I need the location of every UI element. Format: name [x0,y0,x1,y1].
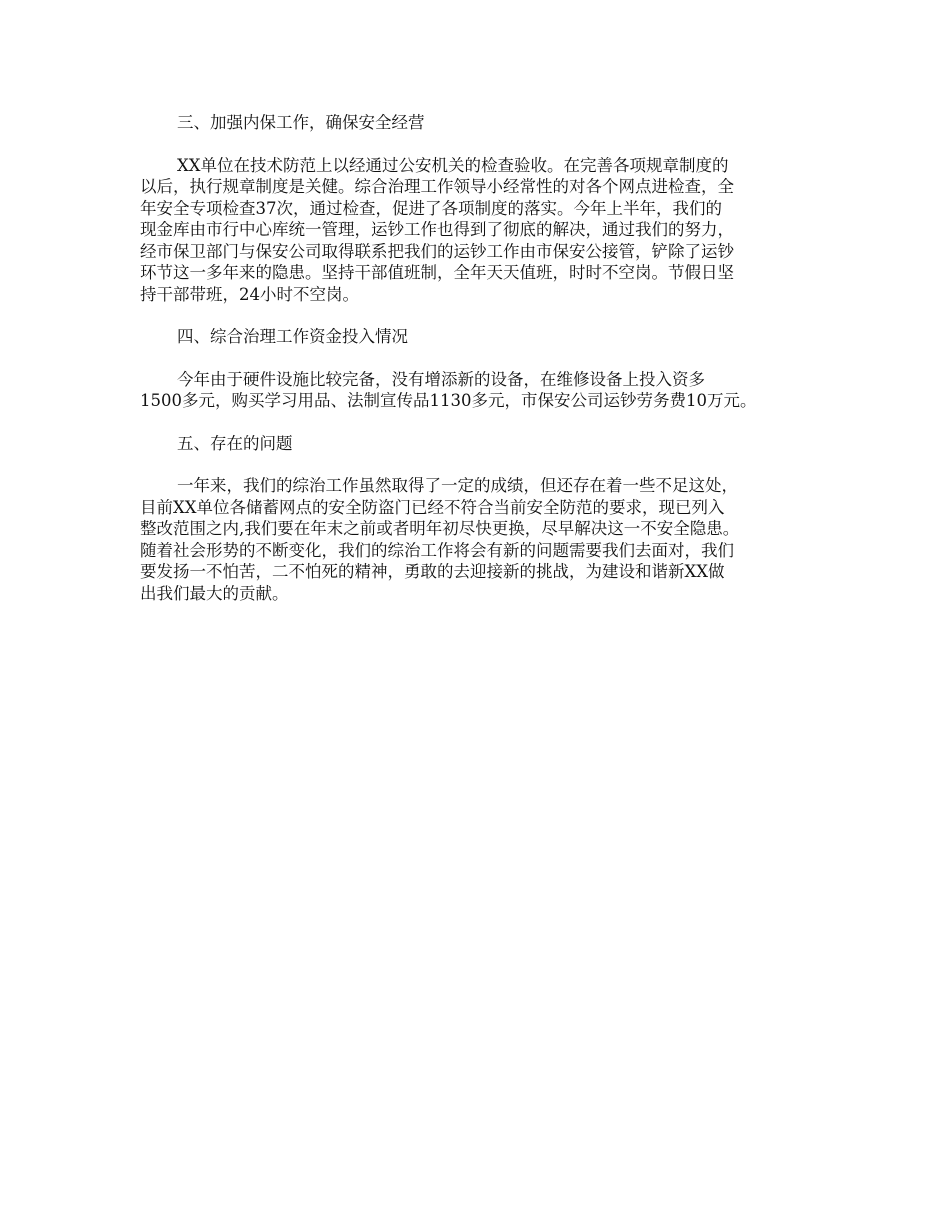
paragraph-line: 整改范围之内,我们要在年末之前或者明年初尽快更换，尽早解决这一不安全隐患。 [140,519,740,538]
paragraph-line: 1500多元，购买学习用品、法制宣传品1130多元，市保安公司运钞劳务费10万元。 [140,391,757,410]
section-paragraph-4 [140,369,830,412]
paragraph-line: 出我们最大的贡献。 [140,583,289,603]
paragraph-line: 持干部带班，24小时不空岗。 [140,284,359,304]
paragraph-line: 经市保卫部门与保安公司取得联系把我们的运钞工作由市保安公接管，铲除了运钞 [140,241,734,261]
paragraph-line: 随着社会形势的不断变化，我们的综治工作将会有新的问题需要我们去面对，我们 [140,540,734,560]
paragraph-line: 环节这一多年来的隐患。坚持干部值班制，全年天天值班，时时不空岗。节假日坚 [140,263,734,282]
paragraph-line: 目前XX单位各储蓄网点的安全防盗门已经不符合当前安全防范的要求，现已列入 [140,497,725,517]
paragraph-line: 要发扬一不怕苦，二不怕死的精神，勇敢的去迎接新的挑战，为建设和谐新XX做 [140,562,725,581]
section-heading-3: 三、加强内保工作，确保安全经营 [177,113,425,132]
document-body [140,112,830,625]
paragraph-line: 现金库由市行中心库统一管理，运钞工作也得到了彻底的解决，通过我们的努力， [140,220,734,239]
paragraph-line: 今年由于硬件设施比较完备，没有增添新的设备，在维修设备上投入资多 [177,369,705,389]
paragraph-line: 以后，执行规章制度是关健。综合治理工作领导小经常性的对各个网点进检查，全 [140,177,734,196]
section-paragraph-3 [140,155,830,306]
paragraph-line: XX单位在技术防范上以经通过公安机关的检查验收。在完善各项规章制度的 [177,155,729,175]
paragraph-line: 一年来，我们的综治工作虽然取得了一定的成绩，但还存在着一些不足这处， [177,476,738,495]
section-paragraph-5 [140,475,830,604]
section-heading-4: 四、综合治理工作资金投入情况 [177,327,408,346]
section-heading-5: 五、存在的问题 [177,433,293,453]
paragraph-line: 年安全专项检查37次，通过检查，促进了各项制度的落实。今年上半年，我们的 [140,198,722,218]
